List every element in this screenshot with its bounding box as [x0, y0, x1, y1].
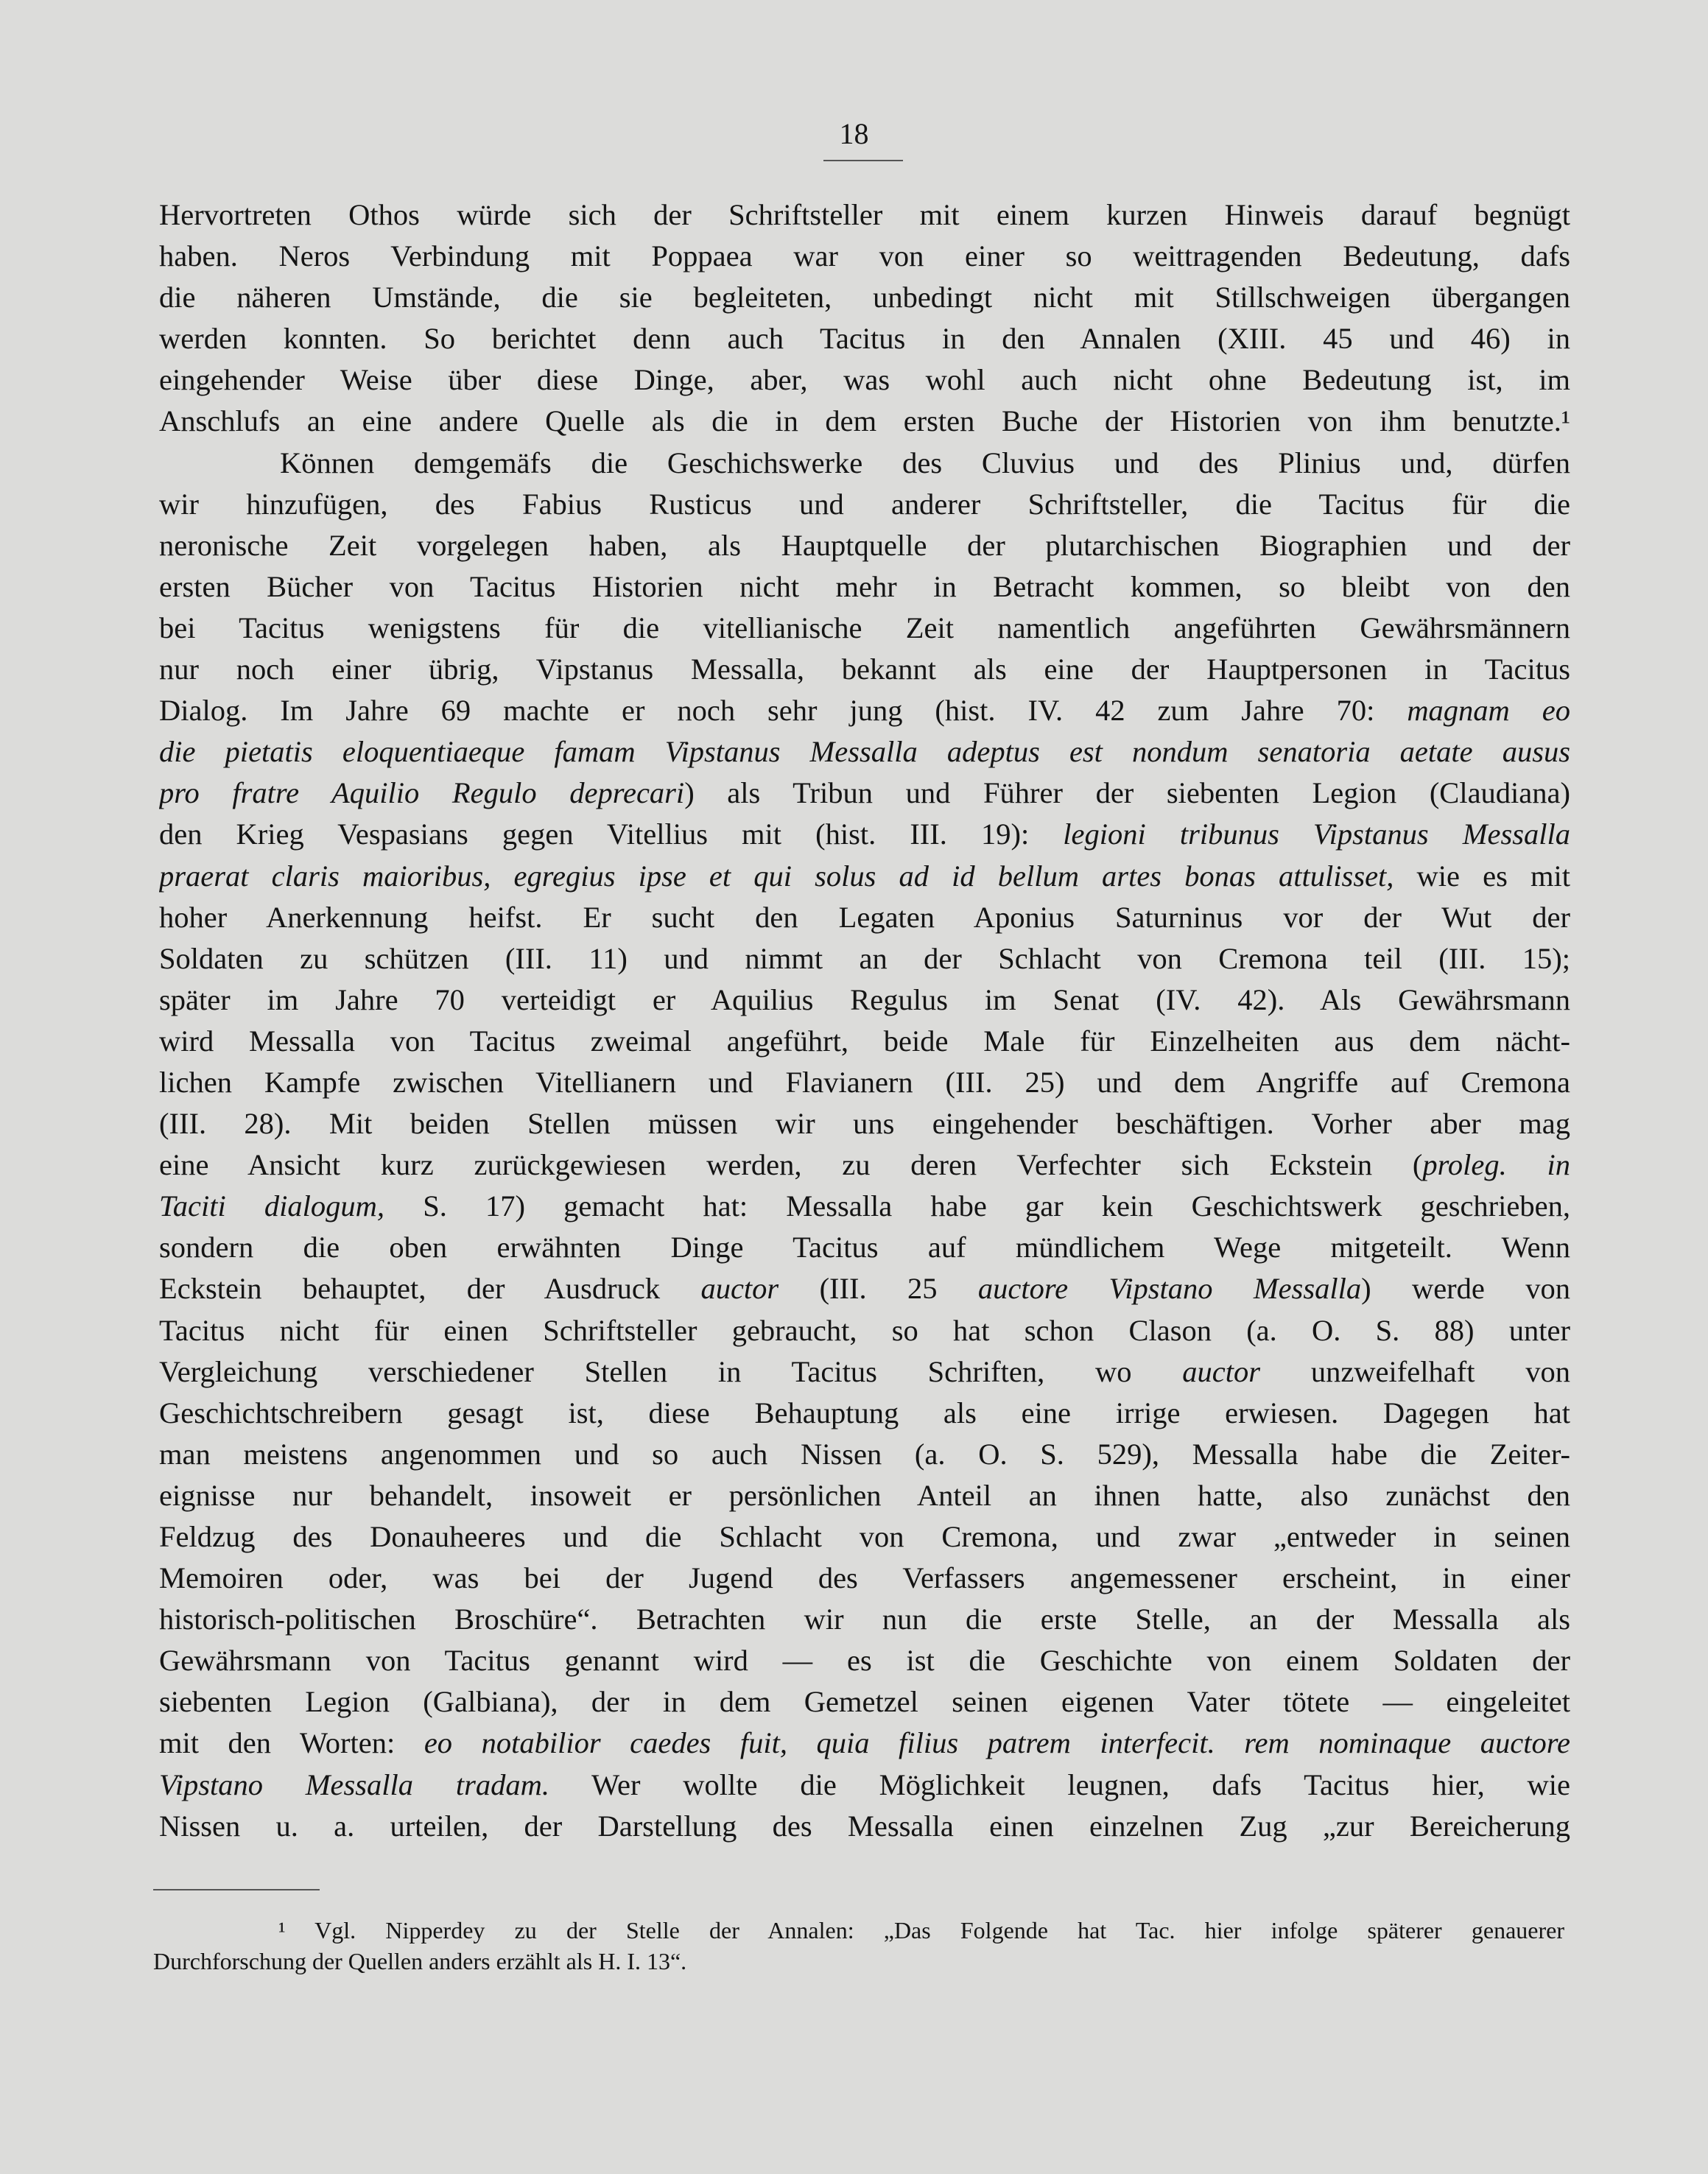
text-segment: man meistens angenommen und so auch Nissen (a. O. S. 529), Messalla habe die Zeiter-: [159, 1437, 1570, 1471]
italic-segment: eo notabilior caedes fuit, quia filius patrem interfecit. rem nominaque auctore: [424, 1726, 1570, 1760]
text-segment: bei Tacitus wenigstens für die vitellianische Zeit namentlich angeführten Gewährsmännern: [159, 611, 1570, 644]
text-line: [159, 1599, 1570, 1640]
text-segment: wird Messalla von Tacitus zweimal angeführt, beide Male für Einzelheiten aus dem nächt-: [159, 1024, 1570, 1058]
text-line: [159, 277, 1570, 318]
text-line: [159, 1103, 1570, 1144]
italic-segment: magnam eo: [1407, 694, 1570, 728]
footnotes: [153, 1915, 1564, 1977]
text-line: [159, 1765, 1570, 1806]
text-line: [159, 1186, 1570, 1227]
text-segment: (III. 28). Mit beiden Stellen müssen wir uns eingehender beschäftigen. Vorher aber mag: [159, 1107, 1570, 1141]
text-line: [159, 814, 1570, 855]
text-line: [159, 525, 1570, 566]
text-segment: nur noch einer übrig, Vipstanus Messalla, bekannt als eine der Hauptpersonen in Tacitus: [159, 652, 1570, 686]
text-segment: Können demgemäfs die Geschichswerke des Cluvius und des Plinius und, dürfen: [280, 446, 1570, 479]
text-line: [159, 608, 1570, 649]
text-line: [159, 773, 1570, 814]
text-segment: ) als Tribun und Führer der siebenten Legion (Claudiana): [684, 776, 1570, 810]
italic-segment: Vipstano Messalla tradam.: [159, 1767, 549, 1801]
text-segment: die näheren Umstände, die sie begleiteten, unbedingt nicht mit Stillschweigen übergangen: [159, 281, 1570, 314]
text-line: [159, 1723, 1570, 1764]
text-segment: unzweifelhaft von: [1260, 1354, 1570, 1388]
italic-segment: Taciti dialogum,: [159, 1189, 385, 1223]
text-segment: S. 17) gemacht hat: Messalla habe gar kein Geschichtswerk geschrieben,: [384, 1189, 1570, 1223]
text-line: [159, 897, 1570, 938]
text-line: [159, 1516, 1570, 1558]
text-segment: Tacitus nicht für einen Schriftsteller gebraucht, so hat schon Clason (a. O. S. 88) unter: [159, 1313, 1570, 1347]
text-segment: Vergleichung verschiedener Stellen in Tacitus Schriften, wo: [159, 1354, 1183, 1388]
text-segment: Memoiren oder, was bei der Jugend des Verfassers angemessener erscheint, in einer: [159, 1561, 1570, 1595]
text-segment: ersten Bücher von Tacitus Historien nicht mehr in Betracht kommen, so bleibt von den: [159, 569, 1570, 603]
text-line: [159, 484, 1570, 525]
text-segment: wie es mit: [1394, 859, 1570, 893]
text-line: [159, 1227, 1570, 1268]
body-text: [159, 194, 1570, 1847]
text-segment: ) werde von: [1361, 1272, 1570, 1306]
italic-segment: proleg. in: [1422, 1148, 1570, 1182]
text-line: [159, 1393, 1570, 1434]
italic-segment: pro fratre Aquilio Regulo deprecari: [159, 776, 685, 810]
text-line: [159, 649, 1570, 690]
text-segment: haben. Neros Verbindung mit Poppaea war von einer so weittragenden Bedeutung, dafs: [159, 239, 1570, 273]
text-line: [159, 1268, 1570, 1309]
italic-segment: legioni tribunus Vipstanus Messalla: [1063, 817, 1570, 851]
text-segment: Dialog. Im Jahre 69 machte er noch sehr jung (hist. IV. 42 zum Jahre 70:: [159, 694, 1407, 728]
text-segment: eingehender Weise über diese Dinge, aber, was wohl auch nicht ohne Bedeutung ist, im: [159, 363, 1570, 397]
text-line: [159, 1558, 1570, 1599]
text-segment: Eckstein behauptet, der Ausdruck: [159, 1272, 701, 1306]
text-line: [159, 194, 1570, 236]
text-segment: Durchforschung der Quellen anders erzählt als H. I. 13“.: [153, 1948, 687, 1974]
text-segment: sondern die oben erwähnten Dinge Tacitus auf mündlichem Wege mitgeteilt. Wenn: [159, 1231, 1570, 1264]
text-segment: den Krieg Vespasians gegen Vitellius mit (hist. III. 19):: [159, 817, 1064, 851]
text-line: [159, 1434, 1570, 1475]
italic-segment: auctore Vipstano Messalla: [977, 1272, 1362, 1306]
text-line: [159, 1640, 1570, 1681]
text-segment: neronische Zeit vorgelegen haben, als Hauptquelle der plutarchischen Biographien und der: [159, 528, 1570, 562]
text-segment: siebenten Legion (Galbiana), der in dem Gemetzel seinen eigenen Vater tötete — eingeleitet: [159, 1685, 1570, 1719]
text-line: [159, 318, 1570, 359]
page-number-rule: [823, 160, 903, 161]
text-segment: Geschichtschreibern gesagt ist, diese Behauptung als eine irrige erwiesen. Dagegen hat: [159, 1396, 1570, 1429]
text-line: [159, 1806, 1570, 1847]
italic-segment: die pietatis eloquentiaeque famam Vipstanus Messalla adeptus est nondum senatoria aetate ausus: [159, 735, 1570, 769]
text-line: [159, 1021, 1570, 1062]
text-segment: Wer wollte die Möglichkeit leugnen, dafs Tacitus hier, wie: [549, 1767, 1570, 1801]
italic-segment: auctor: [700, 1272, 779, 1306]
text-line: [159, 938, 1570, 979]
text-segment: eine Ansicht kurz zurückgewiesen werden, zu deren Verfechter sich Eckstein (: [159, 1148, 1423, 1182]
text-segment: werden konnten. So berichtet denn auch Tacitus in den Annalen (XIII. 45 und 46) in: [159, 322, 1570, 356]
italic-segment: auctor: [1182, 1354, 1261, 1388]
text-line: [159, 979, 1570, 1021]
footnote-rule: [153, 1889, 320, 1890]
text-line: [159, 443, 1570, 484]
italic-segment: praerat claris maioribus, egregius ipse et qui solus ad id bellum artes bonas attulisset,: [159, 859, 1394, 893]
text-segment: später im Jahre 70 verteidigt er Aquilius Regulus im Senat (IV. 42). Als Gewährsmann: [159, 982, 1570, 1016]
text-segment: Soldaten zu schützen (III. 11) und nimmt an der Schlacht von Cremona teil (III. 15);: [159, 941, 1570, 975]
text-segment: wir hinzufügen, des Fabius Rusticus und anderer Schriftsteller, die Tacitus für die: [159, 487, 1570, 521]
text-line: [159, 1144, 1570, 1186]
text-segment: ¹ Vgl. Nipperdey zu der Stelle der Annalen: „Das Folgende hat Tac. hier infolge späterer genauerer: [278, 1917, 1564, 1943]
text-segment: Nissen u. a. urteilen, der Darstellung des Messalla einen einzelnen Zug „zur Bereicherung: [159, 1809, 1570, 1843]
footnote-line: [153, 1946, 1564, 1977]
text-segment: mit den Worten:: [159, 1726, 424, 1760]
text-segment: lichen Kampfe zwischen Vitellianern und Flavianern (III. 25) und dem Angriffe auf Cremona: [159, 1065, 1570, 1099]
text-line: [159, 1681, 1570, 1723]
text-line: [159, 856, 1570, 897]
text-segment: hoher Anerkennung heifst. Er sucht den Legaten Aponius Saturninus vor der Wut der: [159, 900, 1570, 934]
text-line: [159, 1062, 1570, 1103]
text-line: [159, 1475, 1570, 1516]
text-line: [159, 1351, 1570, 1393]
page-number: 18: [839, 117, 869, 150]
text-line: [159, 401, 1570, 442]
text-line: [159, 566, 1570, 608]
text-line: [159, 690, 1570, 731]
text-segment: historisch-politischen Broschüre“. Betrachten wir nun die erste Stelle, an der Messalla als: [159, 1603, 1570, 1636]
text-segment: Feldzug des Donauheeres und die Schlacht von Cremona, und zwar „entweder in seinen: [159, 1520, 1570, 1553]
text-segment: eignisse nur behandelt, insoweit er persönlichen Anteil an ihnen hatte, also zunächst den: [159, 1478, 1570, 1512]
text-line: [159, 359, 1570, 401]
text-segment: Gewährsmann von Tacitus genannt wird — es ist die Geschichte von einem Soldaten der: [159, 1644, 1570, 1678]
footnote-line: [153, 1915, 1564, 1946]
text-segment: Hervortreten Othos würde sich der Schriftsteller mit einem kurzen Hinweis darauf begnügt: [159, 198, 1570, 231]
text-segment: Anschlufs an eine andere Quelle als die in dem ersten Buche der Historien von ihm benutzte.¹: [159, 404, 1570, 438]
text-line: [159, 236, 1570, 277]
text-line: [159, 731, 1570, 773]
text-line: [159, 1310, 1570, 1351]
text-segment: (III. 25: [779, 1272, 978, 1306]
